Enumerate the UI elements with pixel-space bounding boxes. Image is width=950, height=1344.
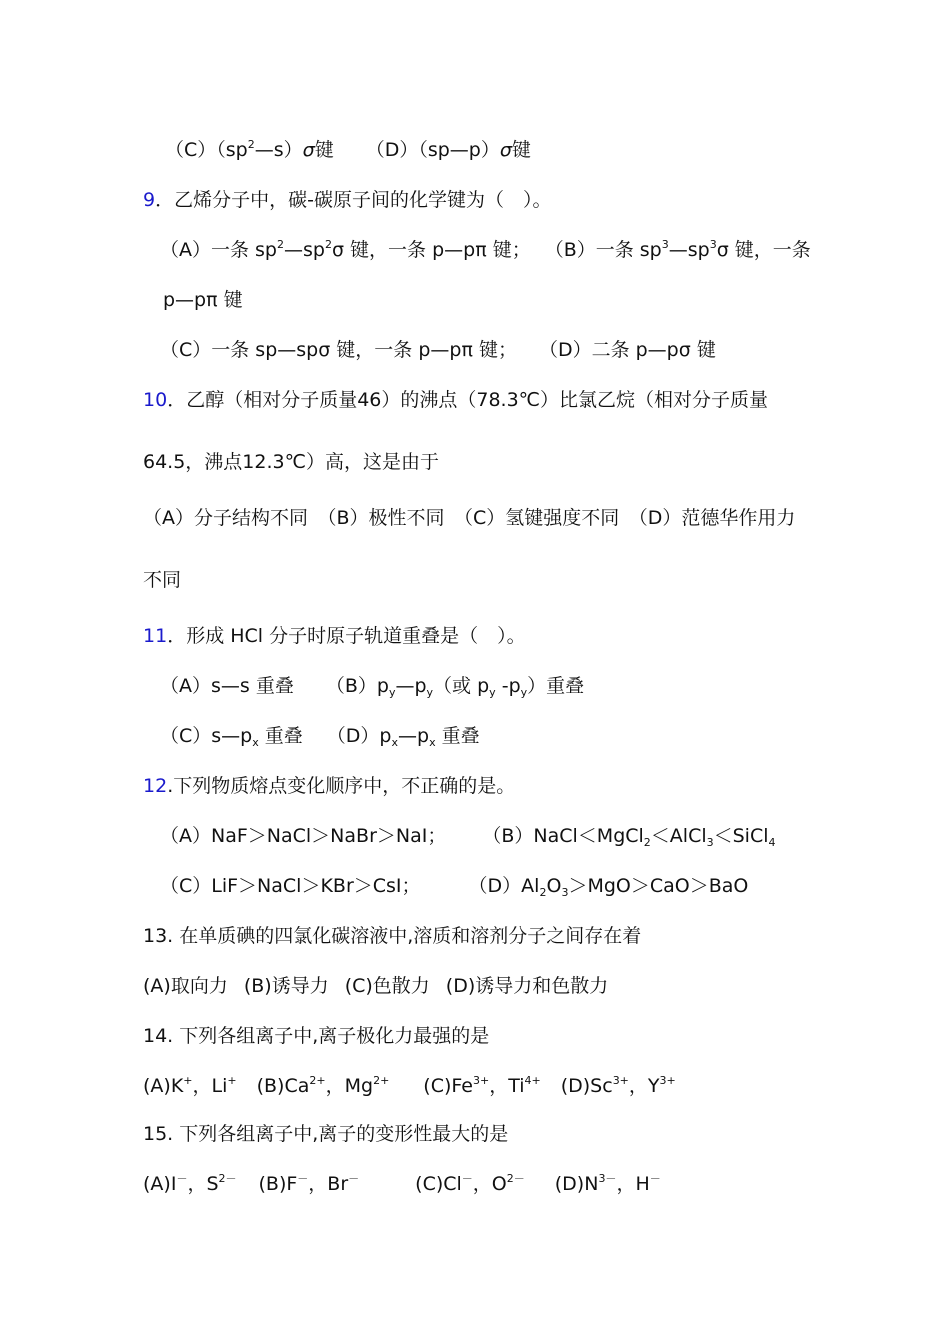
q11-option-a-b: （A）s—s 重叠 $(B)p_y—p_y$（或 $p_y$ $-p_y$）重叠	[160, 675, 585, 699]
q14-stem: 14. 下列各组离子中,离子极化力最强的是	[143, 1025, 490, 1047]
q12-option-a-b: （A）NaF＞NaCl＞NaBr＞NaI； （B）NaCl＜MgCl$_2$＜AlCl$_3$＜SiCl$_4$	[160, 825, 776, 849]
question-number: 9	[143, 189, 156, 211]
q11-stem: 11．形成 HCl 分子时原子轨道重叠是（ ）。	[143, 625, 526, 647]
question-number: 10	[143, 389, 168, 411]
question-number: 11	[143, 625, 168, 647]
q9-option-c-d: （C）一条 sp—spσ 键，一条 p—pπ 键； （D）二条 p—pσ 键	[160, 339, 716, 361]
q9-option-b-cont: p—pπ 键	[163, 289, 243, 311]
q12-stem: 12.下列物质熔点变化顺序中，不正确的是。	[143, 775, 516, 797]
q10-options-cont: 不同	[143, 569, 182, 591]
q13-stem: 13. 在单质碘的四氯化碳溶液中,溶质和溶剂分子之间存在着	[143, 925, 642, 947]
question-number: 12	[143, 775, 168, 797]
q13-options: (A)取向力 (B)诱导力 (C)色散力 (D)诱导力和色散力	[143, 975, 609, 997]
q11-option-c-d: $(C)s—p_x$ 重叠 $(D)p_x—p_x$ 重叠	[160, 725, 480, 749]
q10-stem: 10．乙醇（相对分子质量46）的沸点（78.3℃）比氯乙烷（相对分子质量	[143, 389, 769, 411]
q10-options: （A）分子结构不同 （B）极性不同 （C）氢键强度不同 （D）范德华作用力	[143, 507, 796, 529]
q8-options-c-d: $(C)(sp^2—s)\sigma$键 （D）（sp—p）σ键	[165, 138, 531, 161]
q15-stem: 15. 下列各组离子中,离子的变形性最大的是	[143, 1123, 509, 1145]
q14-options: (A)K+，Li+ $(B)Ca^{2+}$，$Mg^{2+}$ $(C)Fe^{3+}$，$Ti^{4+}$ $(D)Sc^{3+}$，$Y^{3+}$	[143, 1074, 676, 1097]
q9-stem: 9．乙烯分子中，碳-碳原子间的化学键为（ ）。	[143, 189, 552, 211]
q15-options: (A)I－，$S^{2-}$ (B)F－，Br－ (C)Cl－，$O^{2-}$ $(D)N^{3-}$，H－	[143, 1172, 661, 1195]
q10-stem-cont: 64.5，沸点12.3℃）高，这是由于	[143, 451, 439, 473]
q12-option-c-d: （C）LiF＞NaCl＞KBr＞CsI； $(D)Al_2O_3>MgO>CaO>BaO$	[160, 875, 749, 899]
q9-option-a-b: （A）一条 $sp^2—sp^2\sigma$ 键，一条 p—pπ 键； （B）一条 $sp^3—sp^3\sigma$ 键，一条	[160, 238, 811, 261]
